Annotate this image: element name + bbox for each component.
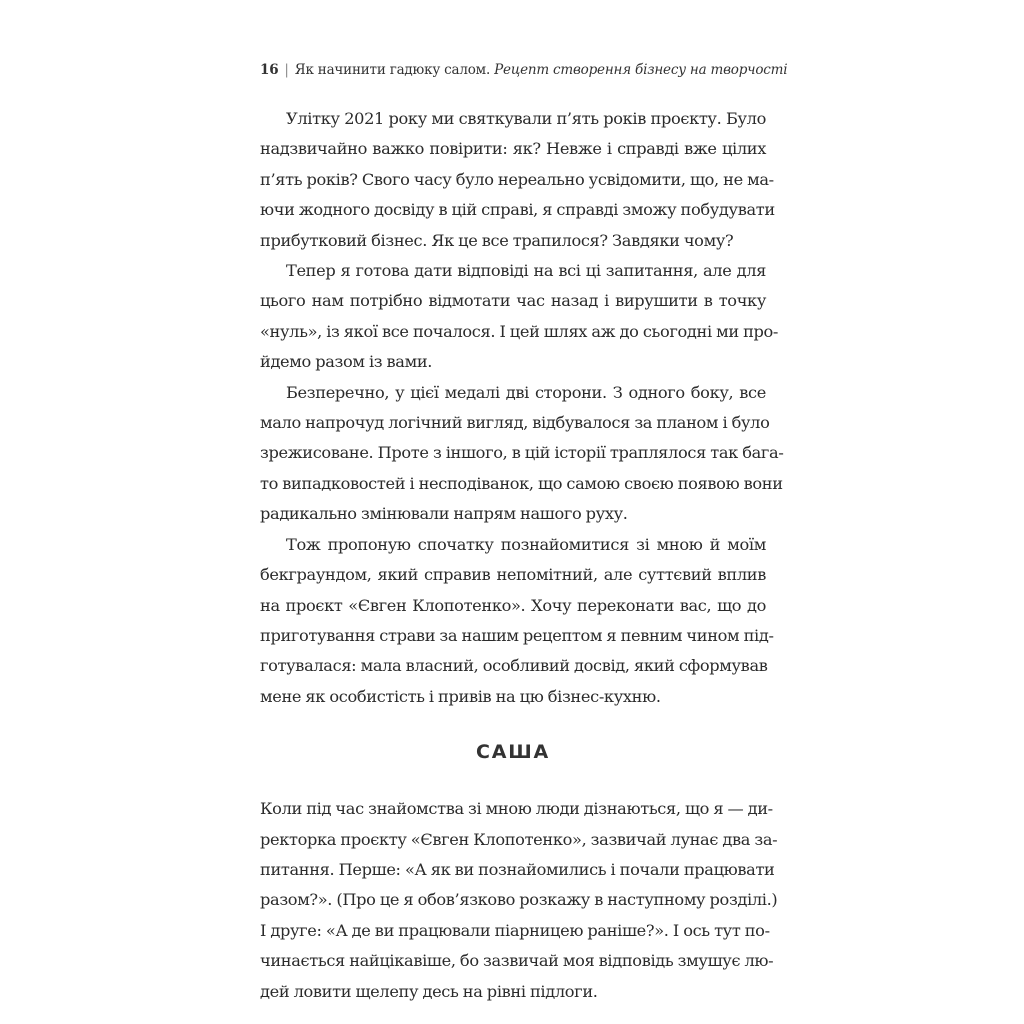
text-line: мало напрочуд логічний вигляд, відбувалося за планом і було: [260, 413, 770, 433]
paragraph-3: [260, 378, 784, 530]
text-line: йдемо разом із вами.: [260, 352, 433, 372]
text-line: прибутковий бізнес. Як це все трапилося? Завдяки чому?: [260, 230, 734, 250]
text-line: питання. Перше: «А як ви познайомились і почали працювати: [260, 859, 775, 879]
running-head: [260, 58, 788, 82]
text-line: то випадковостей і несподіванок, що самою своєю появою вони: [260, 473, 783, 493]
paragraph-1: [260, 104, 775, 256]
text-line: дей ловити щелепу десь на рівні підлоги.: [260, 981, 598, 1001]
text-line: мене як особистість і привів на цю бізнес-кухню.: [260, 686, 661, 706]
text-line: І друге: «А де ви працювали піарницею раніше?». І ось тут по-: [260, 920, 770, 940]
text-line: готувалася: мала власний, особливий досвід, який сформував: [260, 656, 768, 676]
paragraph-4: [260, 530, 774, 712]
book-title: Як начинити гадюку салом.: [294, 62, 491, 78]
text-line: бекграундом, який справив непомітний, але суттєвий вплив: [260, 565, 766, 585]
section-heading: САША: [475, 741, 551, 764]
book-page: [260, 58, 788, 1007]
text-line: Улітку 2021 року ми святкували п’ять років проєкту. Було: [286, 109, 766, 128]
text-line: Тож пропоную спочатку познайомитися зі мною й моїм: [286, 534, 766, 554]
text-line: цього нам потрібно відмотати час назад і вирушити в точку: [260, 291, 766, 311]
text-line: Коли під час знайомства зі мною люди дізнаються, що я — ди-: [260, 799, 773, 819]
text-line: надзвичайно важко повірити: як? Невже і справді вже цілих: [260, 139, 766, 159]
text-line: чинається найцікавіше, бо зазвичай моя відповідь змушує лю-: [260, 951, 774, 971]
text-line: «нуль», із якої все почалося. І цей шлях аж до сьогодні ми про-: [260, 321, 779, 341]
text-line: п’ять років? Свого часу було нереально усвідомити, що, не ма-: [260, 169, 774, 189]
text-line: ючи жодного досвіду в цій справі, я справді зможу побудувати: [260, 200, 775, 220]
text-line: разом?». (Про це я обов’язково розкажу в наступному розділі.): [260, 890, 778, 910]
text-line: радикально змінювали напрям нашого руху.: [260, 504, 628, 524]
page-number: 16: [260, 62, 279, 78]
text-line: на проєкт «Євген Клопотенко». Хочу переконати вас, що до: [260, 595, 766, 615]
text-line: ректорка проєкту «Євген Клопотенко», зазвичай лунає два за-: [260, 829, 778, 849]
section-paragraph-1: [260, 794, 778, 1007]
text-line: зрежисоване. Проте з іншого, в цій історії траплялося так бага-: [260, 443, 784, 463]
text-line: Тепер я готова дати відповіді на всі ці запитання, але для: [286, 261, 766, 281]
header-separator: |: [284, 62, 289, 78]
body-text: [260, 104, 784, 1007]
paragraph-2: [260, 256, 779, 378]
text-line: приготування страви за нашим рецептом я певним чином під-: [260, 625, 774, 645]
book-subtitle: Рецепт створення бізнесу на творчості: [494, 62, 788, 78]
text-line: Безперечно, у цієї медалі дві сторони. З одного боку, все: [286, 382, 766, 402]
